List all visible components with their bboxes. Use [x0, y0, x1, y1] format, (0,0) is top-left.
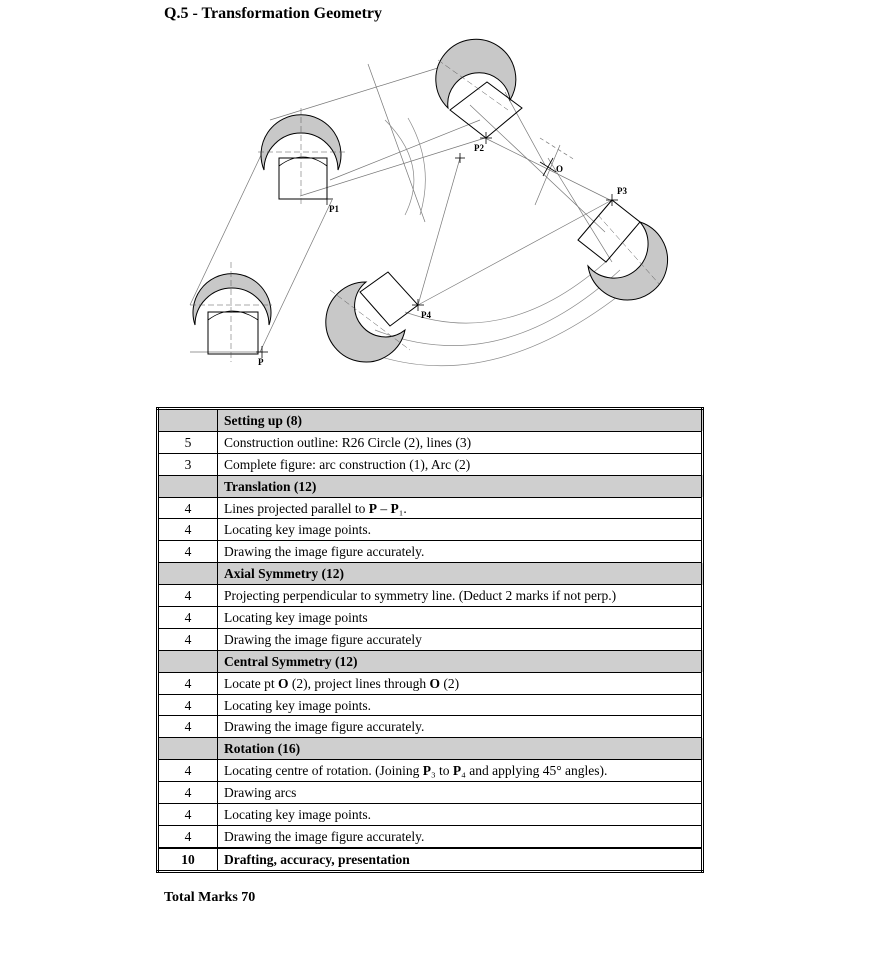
- criteria-cell: Drawing the image figure accurately.: [218, 541, 703, 563]
- transformation-drawing: [180, 38, 700, 394]
- table-row: [158, 453, 703, 475]
- figure-p2: [436, 39, 522, 138]
- criteria-cell: Locating key image points.: [218, 804, 703, 826]
- criteria-cell: Locate pt O (2), project lines through O (2): [218, 672, 703, 694]
- construction-lines: [190, 58, 612, 352]
- label-p2: P2: [474, 143, 484, 153]
- section-header-row: [158, 475, 703, 497]
- label-p4: P4: [421, 310, 431, 320]
- table-row: [158, 848, 703, 871]
- criteria-cell: Locating key image points.: [218, 694, 703, 716]
- criteria-cell: Drawing the image figure accurately: [218, 628, 703, 650]
- criteria-cell: Rotation (16): [218, 738, 703, 760]
- criteria-cell: Locating key image points.: [218, 519, 703, 541]
- criteria-cell: Projecting perpendicular to symmetry line. (Deduct 2 marks if not perp.): [218, 585, 703, 607]
- table-row: [158, 585, 703, 607]
- marks-cell: 5: [158, 431, 218, 453]
- table-row: [158, 672, 703, 694]
- marks-cell: 4: [158, 497, 218, 519]
- table-row: [158, 716, 703, 738]
- marks-cell: 4: [158, 519, 218, 541]
- table-row: [158, 760, 703, 782]
- marks-cell: 4: [158, 760, 218, 782]
- table-row: [158, 497, 703, 519]
- figure-p: [190, 262, 272, 362]
- marks-cell: [158, 563, 218, 585]
- marks-cell: 10: [158, 848, 218, 871]
- criteria-cell: Drawing the image figure accurately.: [218, 716, 703, 738]
- marks-cell: 3: [158, 453, 218, 475]
- criteria-cell: Complete figure: arc construction (1), Arc (2): [218, 453, 703, 475]
- marks-cell: 4: [158, 672, 218, 694]
- criteria-cell: Drawing the image figure accurately.: [218, 825, 703, 847]
- total-marks: Total Marks 70: [164, 890, 256, 905]
- rotation-arcs: [330, 118, 650, 366]
- marks-cell: 4: [158, 694, 218, 716]
- table-row: [158, 628, 703, 650]
- page-title: Q.5 - Transformation Geometry: [164, 5, 383, 22]
- criteria-cell: Construction outline: R26 Circle (2), lines (3): [218, 431, 703, 453]
- table-row: [158, 607, 703, 629]
- table-row: [158, 825, 703, 847]
- table-body: [158, 409, 703, 872]
- marks-cell: 4: [158, 628, 218, 650]
- table-row: [158, 541, 703, 563]
- marks-cell: 4: [158, 716, 218, 738]
- figure-p3: [578, 200, 668, 300]
- marks-cell: 4: [158, 541, 218, 563]
- label-o: O: [556, 164, 564, 174]
- table-row: [158, 519, 703, 541]
- marks-cell: 4: [158, 825, 218, 847]
- criteria-cell: Drawing arcs: [218, 782, 703, 804]
- section-header-row: [158, 563, 703, 585]
- criteria-cell: Drafting, accuracy, presentation: [218, 848, 703, 871]
- criteria-cell: Setting up (8): [218, 409, 703, 432]
- criteria-cell: Axial Symmetry (12): [218, 563, 703, 585]
- label-p1: P1: [329, 204, 339, 214]
- table-row: [158, 694, 703, 716]
- table-row: [158, 782, 703, 804]
- figure-p1: [258, 108, 345, 205]
- section-header-row: [158, 409, 703, 432]
- marks-cell: 4: [158, 782, 218, 804]
- table-row: [158, 804, 703, 826]
- criteria-cell: Locating centre of rotation. (Joining P₃ to P₄ and applying 45° angles).: [218, 760, 703, 782]
- section-header-row: [158, 650, 703, 672]
- marking-scheme-table: [156, 407, 704, 873]
- marks-cell: [158, 475, 218, 497]
- marks-cell: [158, 650, 218, 672]
- marks-cell: [158, 738, 218, 760]
- table-row: [158, 431, 703, 453]
- marks-cell: 4: [158, 585, 218, 607]
- criteria-cell: Locating key image points: [218, 607, 703, 629]
- label-p: P: [258, 357, 264, 367]
- marks-cell: 4: [158, 804, 218, 826]
- geometry-figure: [180, 38, 700, 394]
- criteria-cell: Central Symmetry (12): [218, 650, 703, 672]
- label-p3: P3: [617, 186, 627, 196]
- section-header-row: [158, 738, 703, 760]
- marks-cell: 4: [158, 607, 218, 629]
- criteria-cell: Translation (12): [218, 475, 703, 497]
- marks-cell: [158, 409, 218, 432]
- criteria-cell: Lines projected parallel to P – P₁.: [218, 497, 703, 519]
- figure-p4: [326, 272, 418, 362]
